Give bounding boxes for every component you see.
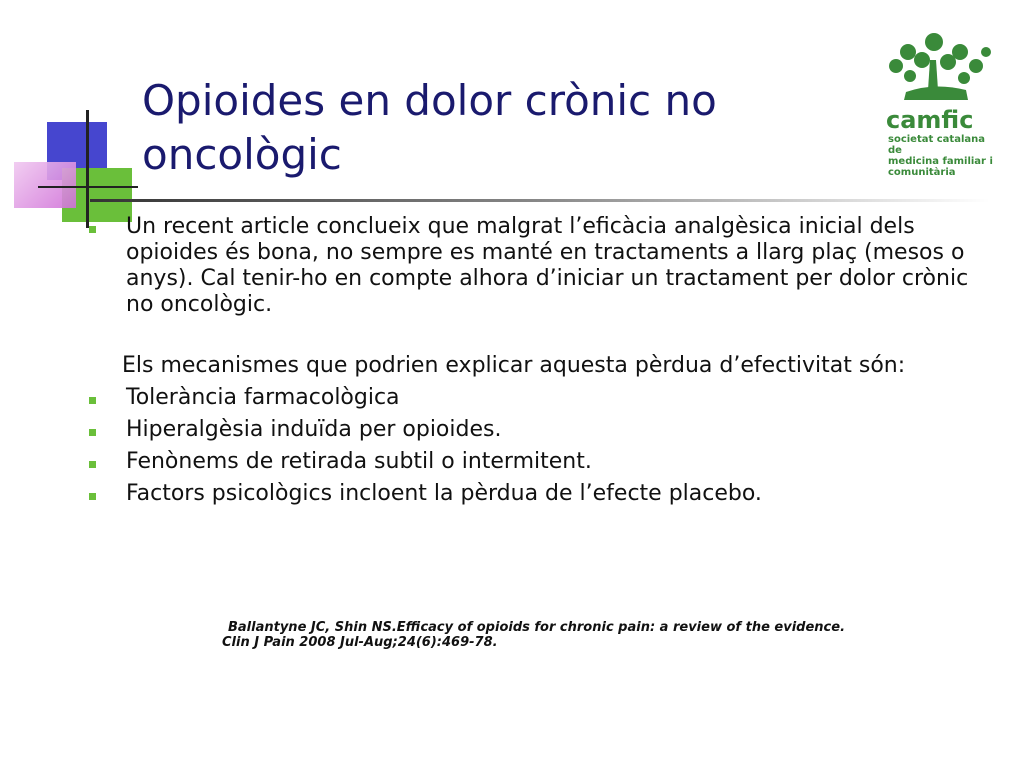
citation-line-1: Ballantyne JC, Shin NS.Efficacy of opioids for chronic pain: a review of the evidence. <box>228 620 846 635</box>
paragraph-text: Un recent article conclueix que malgrat l’eficàcia analgèsica inicial dels opioides és bona, no sempre es manté en tractaments a llarg plaç (mesos o anys). Cal tenir-ho en compte alhora d’iniciar un tractament per dolor crònic no oncològic. <box>126 214 969 317</box>
decor-vertical-line <box>86 110 89 228</box>
bullet-marker <box>89 226 96 233</box>
list-item-text: Tolerància farmacològica <box>126 385 400 410</box>
camfic-logo <box>886 30 996 178</box>
logo-subtitle: societat catalana de medicina familiar i comunitària <box>888 134 993 178</box>
bullet-marker <box>89 493 96 500</box>
slide-title: Opioides en dolor crònic no oncològic <box>142 76 717 179</box>
title-underline <box>90 199 990 202</box>
intro-text: Els mecanismes que podrien explicar aquesta pèrdua d’efectivitat són: <box>122 353 906 378</box>
list-item <box>88 481 988 507</box>
list-item <box>88 417 988 443</box>
citation <box>222 620 942 650</box>
list-item-text: Hiperalgèsia induïda per opioides. <box>126 417 502 442</box>
bullet-marker <box>89 461 96 468</box>
bullet-marker <box>89 429 96 436</box>
mechanism-list <box>88 385 988 507</box>
paragraph-bullet <box>88 214 988 318</box>
bullet-marker <box>89 397 96 404</box>
citation-line-2: Clin J Pain 2008 Jul-Aug;24(6):469-78. <box>222 635 498 650</box>
slide-content <box>88 214 988 513</box>
list-item-text: Fenònems de retirada subtil o intermitent. <box>126 449 592 474</box>
list-item <box>88 385 988 411</box>
decor-horizontal-line <box>38 186 138 188</box>
tree-icon <box>886 30 996 106</box>
list-item-text: Factors psicològics incloent la pèrdua de l’efecte placebo. <box>126 481 762 506</box>
decor-pink-square <box>14 162 76 208</box>
logo-name: camfic <box>886 106 974 134</box>
list-item <box>88 449 988 475</box>
